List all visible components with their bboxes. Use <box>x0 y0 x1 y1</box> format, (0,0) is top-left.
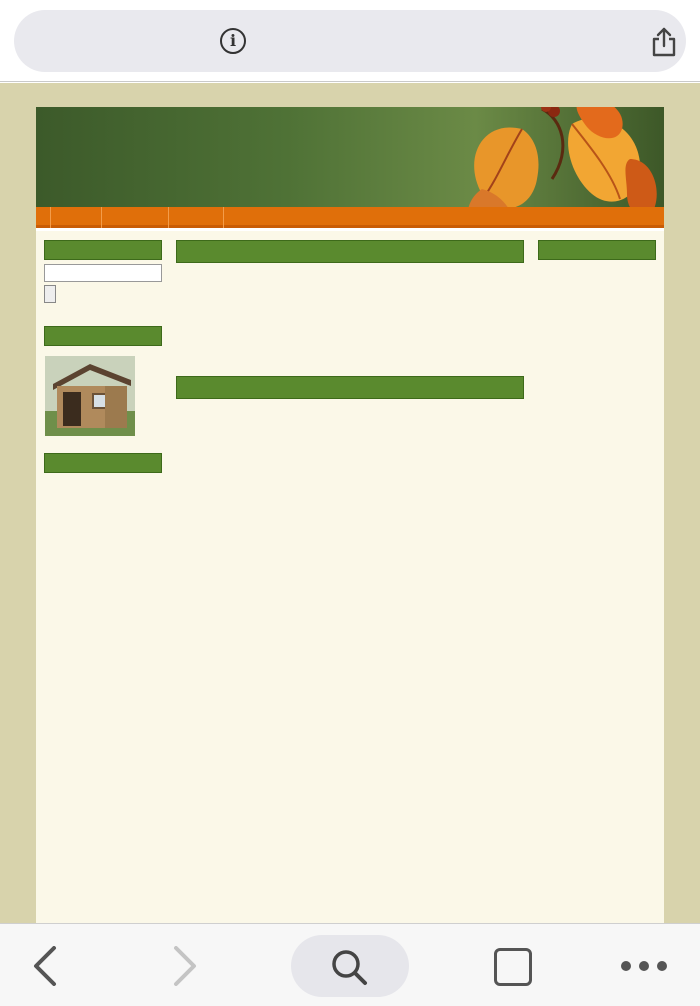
right-sidebar <box>538 231 656 268</box>
nav-search[interactable] <box>154 207 169 228</box>
address-bar[interactable] <box>14 10 686 72</box>
intro-text <box>176 318 524 365</box>
nav-home[interactable] <box>36 207 51 228</box>
share-icon[interactable] <box>651 27 677 57</box>
left-sidebar <box>44 231 162 477</box>
search-icon <box>329 947 369 987</box>
info-icon[interactable]: i <box>220 28 246 54</box>
page-content <box>36 231 664 923</box>
autumn-leaves-image <box>422 107 662 207</box>
browser-toolbar <box>0 923 700 1006</box>
nav-contact[interactable] <box>209 207 224 228</box>
web-page <box>0 83 700 923</box>
site-search-heading <box>44 240 162 260</box>
nav-products[interactable] <box>87 207 102 228</box>
more-menu-icon[interactable] <box>620 960 668 972</box>
page-heading <box>176 240 524 263</box>
popular-articles-heading <box>176 376 524 399</box>
browser-top-bar <box>0 0 700 82</box>
garden-shed-image <box>45 356 135 436</box>
back-icon[interactable] <box>32 946 58 986</box>
top-products-heading <box>44 453 162 473</box>
site-frame <box>36 107 664 923</box>
site-nav <box>36 207 664 228</box>
tabs-button[interactable] <box>494 948 532 986</box>
search-button[interactable] <box>44 285 56 303</box>
latest-articles-heading <box>538 240 656 260</box>
site-search-input[interactable] <box>44 264 162 282</box>
forward-icon[interactable] <box>172 946 198 986</box>
toolbar-search-button[interactable] <box>291 935 409 997</box>
main-menu-heading <box>44 326 162 346</box>
site-header <box>36 107 664 207</box>
main-column <box>176 231 524 399</box>
